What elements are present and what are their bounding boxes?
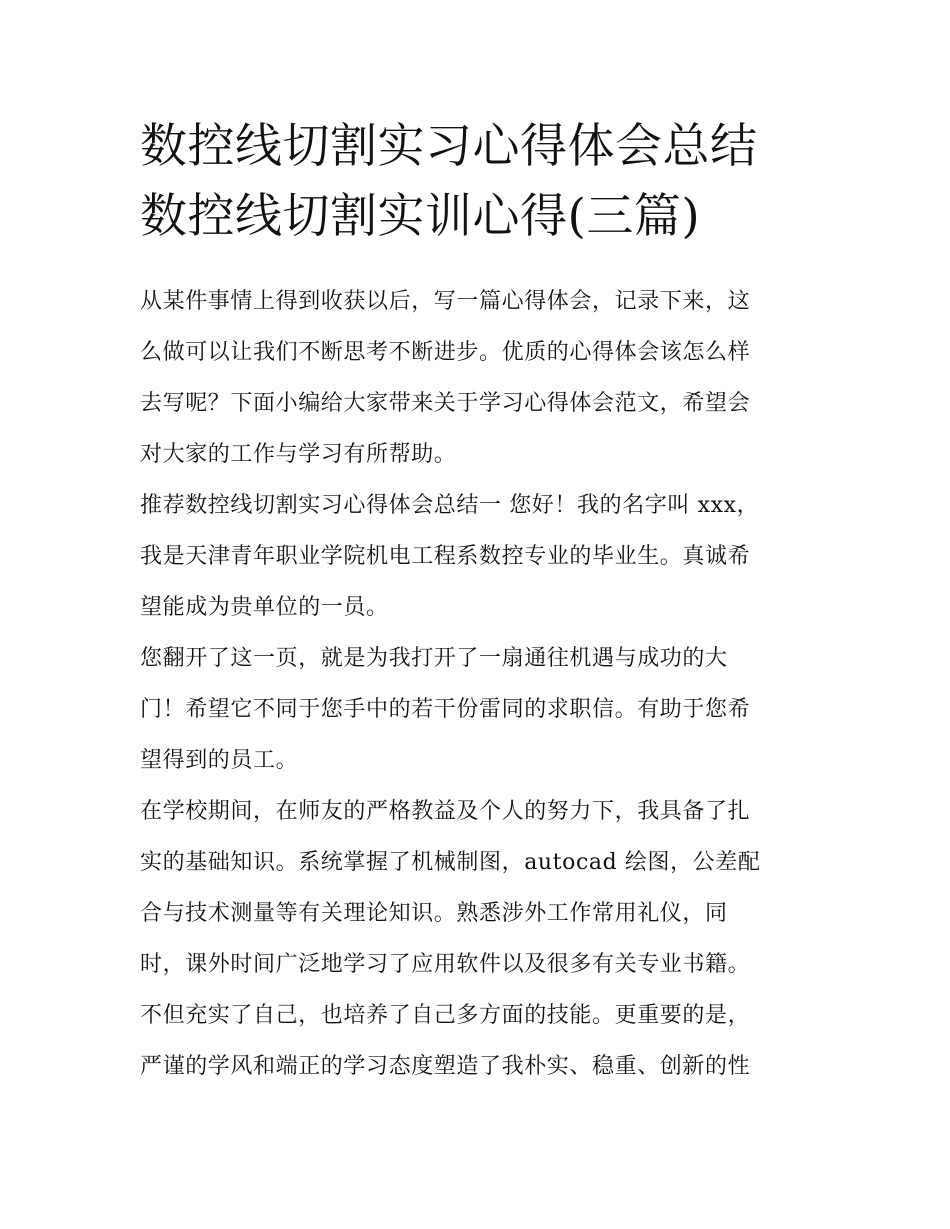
text-line: 去写呢？下面小编给大家带来关于学习心得体会范文，希望会: [140, 391, 751, 416]
paragraph-education: [140, 786, 820, 1092]
document-body: [140, 276, 820, 1092]
text-line: 时，课外时间广泛地学习了应用软件以及很多有关专业书籍。: [140, 952, 751, 977]
paragraph-intro: [140, 276, 820, 480]
text-line: 在学校期间，在师友的严格教益及个人的努力下，我具备了扎: [140, 799, 751, 824]
text-line: 实的基础知识。系统掌握了机械制图，autocad 绘图，公差配: [140, 850, 761, 875]
text-line: 我是天津青年职业学院机电工程系数控专业的毕业生。真诚希: [140, 544, 751, 569]
text-line: 严谨的学风和端正的学习态度塑造了我朴实、稳重、创新的性: [140, 1054, 751, 1079]
text-line: 您翻开了这一页，就是为我打开了一扇通往机遇与成功的大: [140, 646, 728, 671]
text-line: 从某件事情上得到收获以后，写一篇心得体会，记录下来，这: [140, 289, 751, 314]
paragraph-greeting: [140, 480, 820, 633]
text-line: 么做可以让我们不断思考不断进步。优质的心得体会该怎么样: [140, 340, 751, 365]
paragraph-opening: [140, 633, 820, 786]
text-line: 对大家的工作与学习有所帮助。: [140, 442, 457, 467]
title-line-2: 数控线切割实训心得(三篇): [140, 189, 701, 244]
text-line: 望得到的员工。: [140, 748, 299, 773]
text-line: 不但充实了自己，也培养了自己多方面的技能。更重要的是，: [140, 1003, 751, 1028]
document-title: [140, 112, 820, 252]
text-line: 合与技术测量等有关理论知识。熟悉涉外工作常用礼仪，同: [140, 901, 728, 926]
text-line: 推荐数控线切割实习心得体会总结一 您好！我的名字叫 xxx，: [140, 493, 760, 518]
text-line: 门！希望它不同于您手中的若干份雷同的求职信。有助于您希: [140, 697, 751, 722]
title-line-1: 数控线切割实习心得体会总结: [140, 119, 758, 174]
text-line: 望能成为贵单位的一员。: [140, 595, 389, 620]
